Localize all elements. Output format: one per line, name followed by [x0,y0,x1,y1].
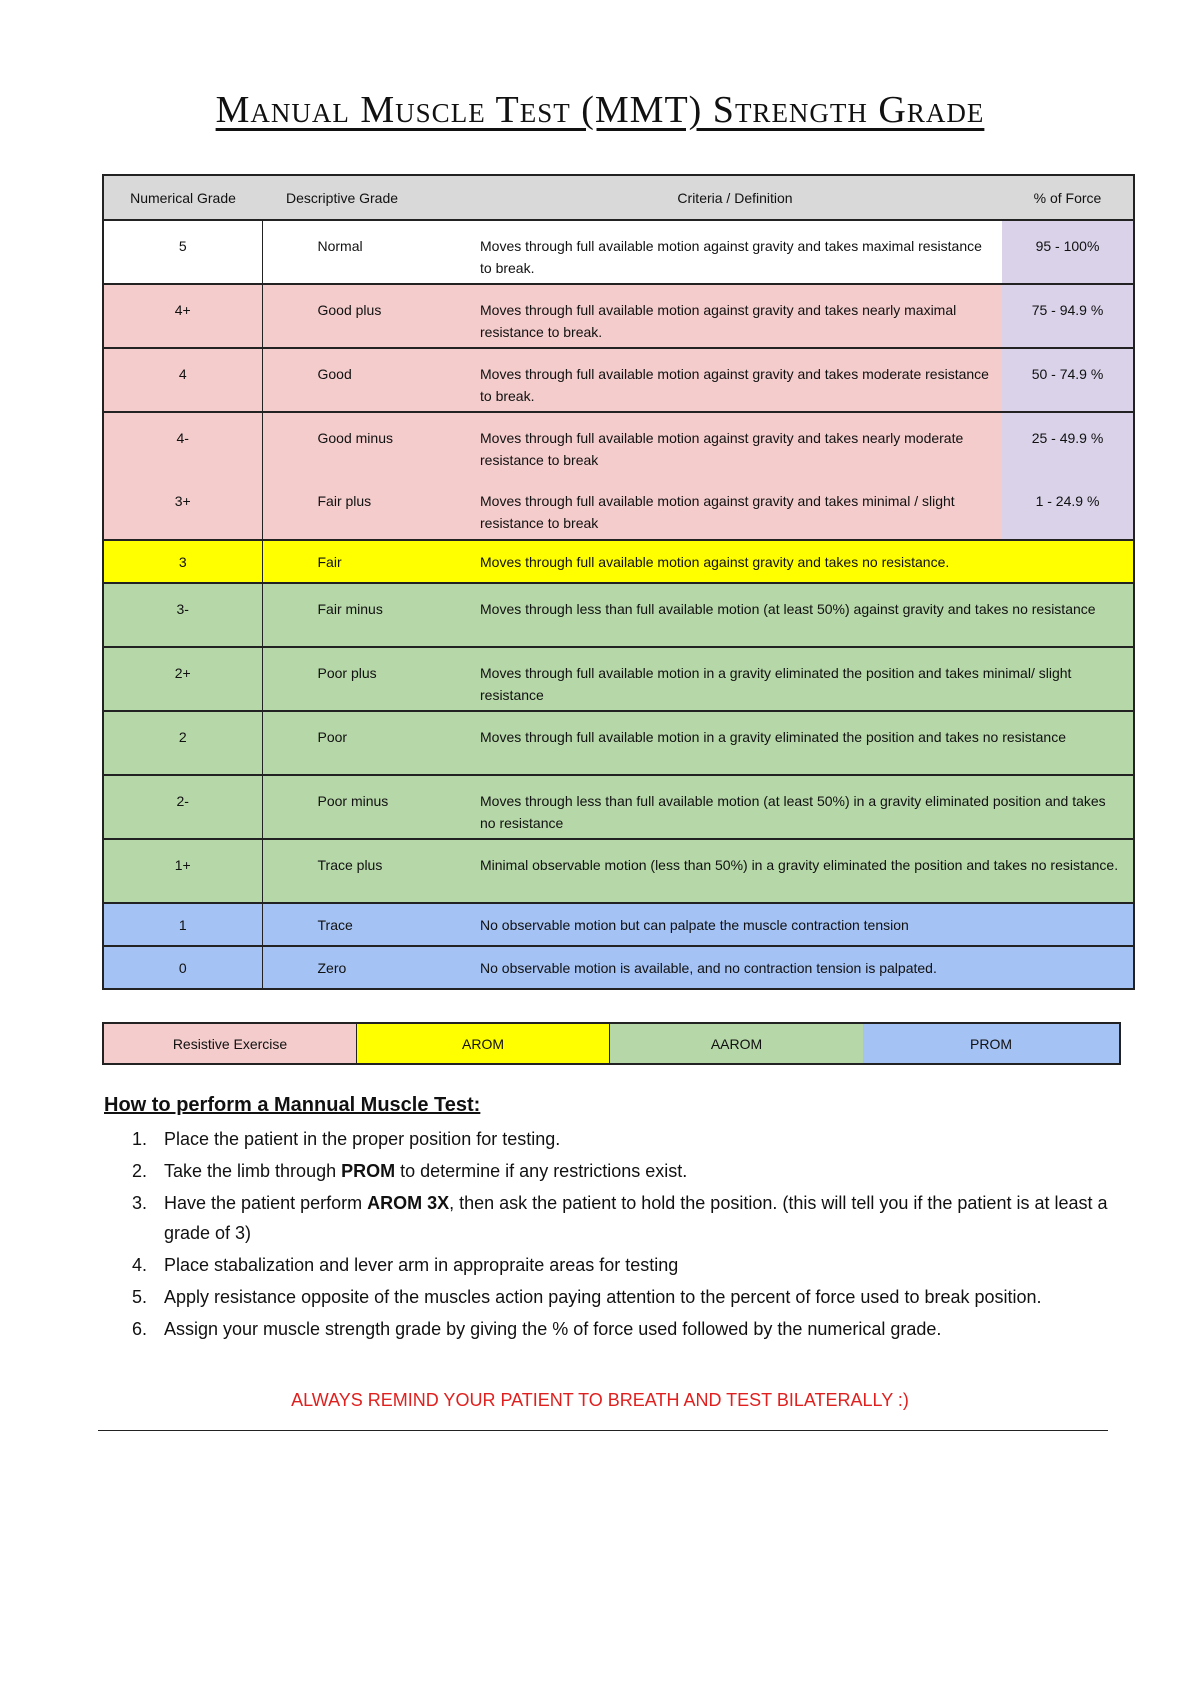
step-number: 5. [132,1287,148,1307]
table-row [103,775,1134,839]
numerical-grade: 2 [103,711,262,775]
criteria-definition: Moves through full available motion against gravity and takes moderate resistance to break. [468,348,1002,412]
step-number: 6. [132,1319,148,1339]
step-number: 2. [132,1161,148,1181]
descriptive-grade: Good plus [262,284,468,348]
numerical-grade: 1+ [103,839,262,903]
descriptive-grade: Zero [262,946,468,989]
step-text: Place the patient in the proper position for testing. [164,1129,561,1149]
descriptive-grade: Good minus [262,412,468,476]
table-header-row [103,175,1134,220]
table-row [103,220,1134,284]
criteria-definition: Moves through full available motion against gravity and takes minimal / slight resistance to break [468,476,1002,540]
horizontal-divider [98,1430,1108,1431]
table-row [103,839,1134,903]
descriptive-grade: Fair [262,540,468,583]
step-text: Apply resistance opposite of the muscles action paying attention to the percent of force used to break position. [164,1287,1042,1307]
step-text: Take the limb through [164,1161,342,1181]
numerical-grade: 3- [103,583,262,647]
list-item [104,1124,1114,1154]
mmt-grade-table [102,174,1135,990]
numerical-grade: 0 [103,946,262,989]
force-percent: 50 - 74.9 % [1002,348,1134,412]
step-text: Place stabalization and lever arm in appropraite areas for testing [164,1255,679,1275]
numerical-grade: 5 [103,220,262,284]
list-item [104,1188,1114,1248]
header-numerical-grade: Numerical Grade [103,175,262,220]
step-bold: AROM 3X [367,1193,450,1213]
numerical-grade: 3+ [103,476,262,540]
force-percent: 1 - 24.9 % [1002,476,1134,540]
criteria-definition: Moves through full available motion against gravity and takes maximal resistance to break. [468,220,1002,284]
descriptive-grade: Poor [262,711,468,775]
list-item [104,1314,1114,1344]
criteria-definition: Moves through full available motion in a gravity eliminated the position and takes no resistance [468,711,1134,775]
numerical-grade: 2+ [103,647,262,711]
header-force: % of Force [1002,175,1134,220]
table-row [103,711,1134,775]
howto-title: How to perform a Mannual Muscle Test: [104,1094,481,1116]
step-text: Have the patient perform [164,1193,368,1213]
numerical-grade: 4- [103,412,262,476]
descriptive-grade: Fair plus [262,476,468,540]
step-text: to determine if any restrictions exist. [395,1161,688,1181]
list-item [104,1282,1114,1312]
descriptive-grade: Trace [262,903,468,946]
legend-aarom: AAROM [610,1023,864,1064]
numerical-grade: 3 [103,540,262,583]
step-number: 1. [132,1129,148,1149]
table-row [103,284,1134,348]
reminder-text: ALWAYS REMIND YOUR PATIENT TO BREATH AND TEST BILATERALLY :) [291,1390,909,1410]
numerical-grade: 4 [103,348,262,412]
criteria-definition: Moves through full available motion against gravity and takes nearly maximal resistance to break. [468,284,1002,348]
table-row [103,412,1134,476]
descriptive-grade: Poor plus [262,647,468,711]
criteria-definition: Moves through full available motion against gravity and takes no resistance. [468,540,1134,583]
criteria-definition: Moves through less than full available motion (at least 50%) against gravity and takes no resistance [468,583,1134,647]
step-text: , then ask the patient to hold the position. (this will tell you if the patient is at least a grade of 3) [164,1193,1108,1243]
descriptive-grade: Poor minus [262,775,468,839]
legend-prom: PROM [863,1023,1120,1064]
table-row [103,647,1134,711]
header-criteria: Criteria / Definition [468,175,1002,220]
step-number: 3. [132,1193,148,1213]
force-percent: 75 - 94.9 % [1002,284,1134,348]
table-row [103,476,1134,540]
criteria-definition: Moves through full available motion against gravity and takes nearly moderate resistance to break [468,412,1002,476]
step-text: Assign your muscle strength grade by giving the % of force used followed by the numerical grade. [164,1319,942,1339]
table-row [103,903,1134,946]
step-bold: PROM [341,1161,396,1181]
list-item [104,1156,1114,1186]
descriptive-grade: Good [262,348,468,412]
numerical-grade: 2- [103,775,262,839]
numerical-grade: 1 [103,903,262,946]
table-row [103,583,1134,647]
step-number: 4. [132,1255,148,1275]
exercise-legend [102,1022,1121,1065]
force-percent: 25 - 49.9 % [1002,412,1134,476]
legend-resistive-exercise: Resistive Exercise [103,1023,357,1064]
criteria-definition: Moves through less than full available motion (at least 50%) in a gravity eliminated position and takes no resistance [468,775,1134,839]
criteria-definition: No observable motion but can palpate the muscle contraction tension [468,903,1134,946]
header-descriptive-grade: Descriptive Grade [262,175,468,220]
list-item [104,1250,1114,1280]
criteria-definition: No observable motion is available, and no contraction tension is palpated. [468,946,1134,989]
legend-arom: AROM [357,1023,610,1064]
table-row [103,348,1134,412]
criteria-definition: Moves through full available motion in a gravity eliminated the position and takes minimal/ slight resistance [468,647,1134,711]
descriptive-grade: Fair minus [262,583,468,647]
criteria-definition: Minimal observable motion (less than 50%) in a gravity eliminated the position and takes no resistance. [468,839,1134,903]
table-row [103,946,1134,989]
numerical-grade: 4+ [103,284,262,348]
page-title: Manual Muscle Test (MMT) Strength Grade [215,89,985,131]
force-percent: 95 - 100% [1002,220,1134,284]
howto-steps [104,1124,1114,1346]
table-row [103,540,1134,583]
descriptive-grade: Trace plus [262,839,468,903]
descriptive-grade: Normal [262,220,468,284]
